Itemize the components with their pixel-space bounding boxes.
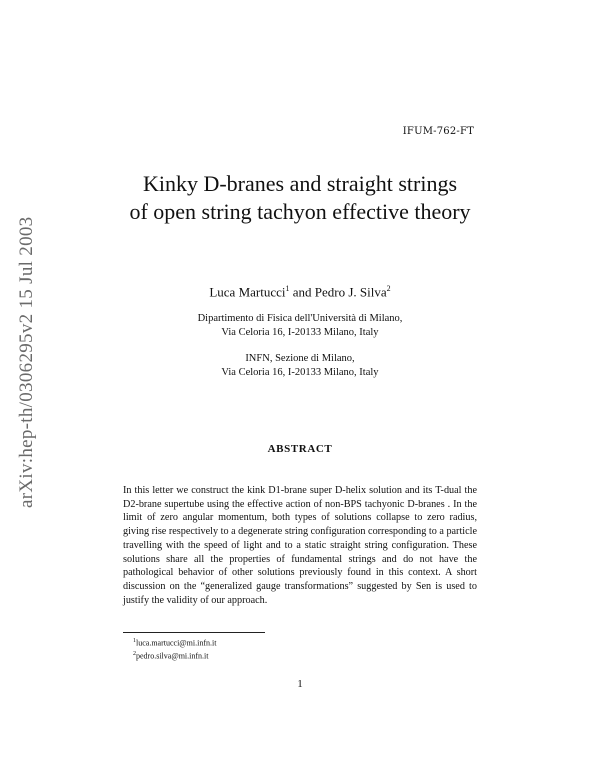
footnote-1-mark: 1 (133, 638, 136, 644)
abstract-text: In this letter we construct the kink D1-brane super D-helix solution and its T-dual the D2-brane supertube using the effective action of non-BPS tachyonic D-branes . In the limit of zero angular momentum, both types of solutions collapse to zero radius, giving rise respectively to a degenerate string configuration corresponding to a particle travelling with the speed of light and to a static straight string configuration. These solutions share all the properties of fundamental strings and do not have the pathological behavior of other solutions previously found in this context. A short discussion on the “generalized gauge transformations” suggested by Sen is used to justify the validity of our approach. (123, 485, 477, 606)
footnote-1-email: luca.martucci@mi.infn.it (136, 638, 217, 648)
footnote-divider (123, 632, 265, 633)
footnote-2-mark: 2 (133, 650, 136, 657)
page-number: 1 (297, 678, 303, 690)
footnote-2 (133, 649, 216, 662)
affiliation-2 (0, 352, 600, 380)
author-list (0, 284, 600, 300)
abstract-heading: ABSTRACT (267, 443, 333, 455)
title-line-2: of open string tachyon effective theory (129, 199, 471, 224)
title-line-1: Kinky D-branes and straight strings (142, 171, 458, 196)
affiliation-1-line-1: Dipartimento di Fisica dell'Università di Milano, (197, 313, 403, 324)
author-connector: and (289, 284, 315, 300)
author-2-footnote-mark: 2 (386, 284, 391, 293)
author-2-name: Pedro J. Silva (314, 284, 387, 300)
affiliation-1-line-2: Via Celoria 16, I-20133 Milano, Italy (221, 327, 379, 338)
affiliation-1 (0, 312, 600, 340)
footnotes (133, 636, 216, 661)
report-number: IFUM-762-FT (402, 126, 474, 137)
footnote-2-email: pedro.silva@mi.infn.it (136, 651, 209, 661)
paper-title (0, 170, 600, 226)
footnote-1 (133, 636, 216, 649)
affiliation-2-line-2: Via Celoria 16, I-20133 Milano, Italy (221, 367, 379, 378)
author-1-footnote-mark: 1 (285, 284, 290, 293)
arxiv-identifier-stamp: arXiv:hep-th/0306295v2 15 Jul 2003 (16, 216, 37, 508)
author-1-name: Luca Martucci (209, 284, 286, 300)
affiliation-2-line-1: INFN, Sezione di Milano, (245, 353, 355, 364)
